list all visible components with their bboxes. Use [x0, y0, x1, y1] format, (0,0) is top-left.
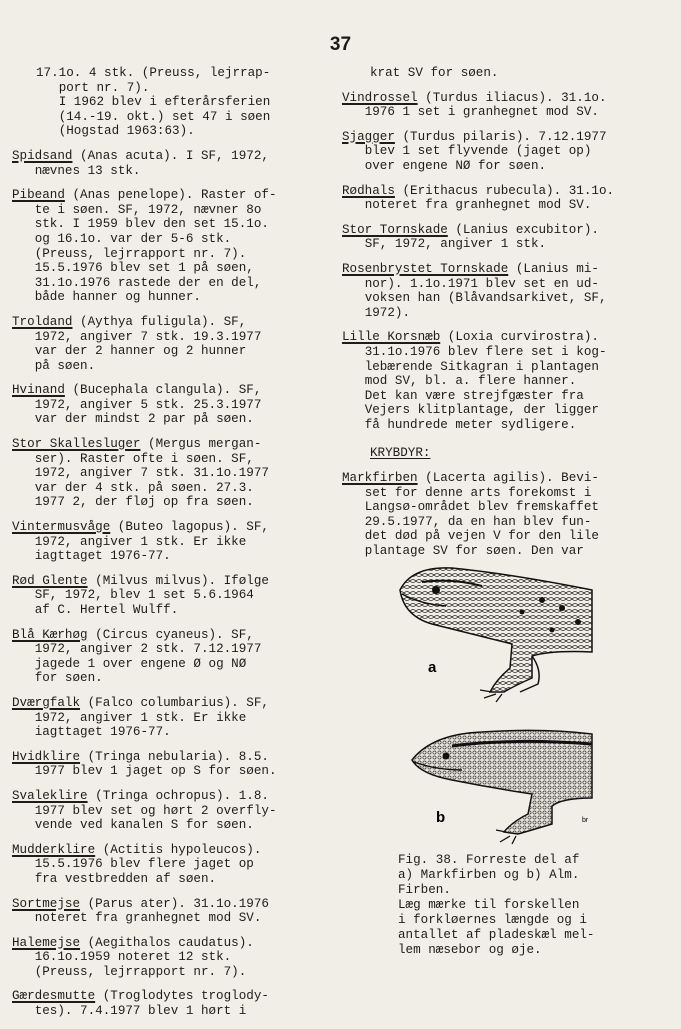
- species-name: Sortmejse: [12, 896, 81, 911]
- species-text: (Actitis hypoleucos). 15.5.1976 blev flere jaget op fra vestbredden af søen.: [34, 842, 262, 886]
- species-entry: [12, 315, 334, 373]
- species-entry: [12, 383, 334, 427]
- species-entry: [342, 471, 670, 559]
- intro-continuation: 17.1o. 4 stk. (Preuss, lejrrap- port nr. 7). I 1962 blev i efterårsferien (14.-19. okt.) set 47 i søen (Hogstad 1963:63).: [36, 66, 271, 139]
- species-name: Sjagger: [342, 129, 395, 144]
- species-name: Hvinand: [12, 383, 65, 398]
- species-entry: [12, 897, 334, 926]
- lizard-illustration: [392, 560, 602, 850]
- species-text: (Tringa ochropus). 1.8. 1977 blev set og hørt 2 overfly- vende ved kanalen S for søen.: [34, 788, 277, 833]
- species-text: (Tringa nebularia). 8.5. 1977 blev 1 jaget op S for søen.: [34, 749, 277, 779]
- species-name: Pibeand: [12, 188, 65, 203]
- figure-label-b: b: [436, 809, 446, 826]
- species-entry: [342, 91, 670, 120]
- species-entry: [12, 843, 334, 887]
- species-text: (Circus cyaneus). SF, 1972, angiver 2 stk. 7.12.1977 jagede 1 over engene Ø og NØ for søen.: [34, 627, 262, 686]
- lizard-a-drawing: [400, 568, 592, 702]
- species-name: Rød Glente: [12, 573, 88, 588]
- species-text: (Anas acuta). I SF, 1972, nævnes 13 stk.: [34, 148, 269, 178]
- species-name: Mudderklire: [12, 842, 96, 857]
- species-entry: [12, 628, 334, 686]
- species-text: (Anas penelope). Raster of- te i søen. SF, 1972, nævner 8o stk. I 1959 blev den set 15.1o. og 16.1o. var der 5-6 stk. (Preuss, lejrrapport nr. 7). 15.5.1976 blev set 1 på søen, 31.1o.1976 rastede der en del, både hanner og hunner.: [34, 188, 277, 305]
- species-entry: [12, 574, 334, 618]
- species-entry: [12, 437, 334, 510]
- species-name: Blå Kærhøg: [12, 627, 88, 642]
- species-name: Svaleklire: [12, 788, 88, 803]
- page-number: 37: [329, 34, 352, 55]
- species-name: Lille Korsnæb: [342, 330, 441, 345]
- species-entry: [12, 188, 334, 305]
- species-text: (Aythya fuligula). SF, 1972, angiver 7 stk. 19.3.1977 var der 2 hanner og 2 hunner på søen.: [34, 314, 262, 373]
- species-text: (Loxia curvirostra). 31.1o.1976 blev flere set i kog- lebærende Sitkagran i plantagen mod SV, bl. a. flere hanner. Det kan være strejfgæster fra Vejers klitplantage, der ligger få hundrede meter sydligere.: [364, 330, 607, 432]
- species-entry: [342, 130, 670, 174]
- species-text: (Erithacus rubecula). 31.1o. noteret fra granhegnet mod SV.: [364, 183, 615, 213]
- figure-label-a: a: [428, 659, 437, 676]
- species-text: (Lacerta agilis). Bevi- set for denne arts forekomst i Langsø-området blev fremskaffet 29.5.1977, da en han blev fun- det død på vejen V for den lile plantage SV for søen. Den var: [364, 471, 599, 559]
- species-name: Markfirben: [342, 471, 418, 486]
- left-column: [12, 66, 334, 1029]
- lizard-b-drawing: [412, 730, 592, 844]
- right-continuation: krat SV for søen.: [370, 66, 499, 80]
- species-text: (Milvus milvus). Ifølge SF, 1972, blev 1 set 5.6.1964 af C. Hertel Wulff.: [34, 573, 269, 617]
- species-text: (Turdus iliacus). 31.1o. 1976 1 set i granhegnet mod SV.: [364, 90, 607, 120]
- lizard-figure: [392, 560, 602, 850]
- species-name: Spidsand: [12, 148, 73, 163]
- species-entry: [12, 696, 334, 740]
- species-entry: [342, 184, 670, 213]
- species-name: Halemejse: [12, 935, 81, 950]
- species-entry: [342, 330, 670, 432]
- right-entries: [342, 91, 670, 433]
- species-name: Troldand: [12, 314, 73, 329]
- species-name: Dværgfalk: [12, 695, 81, 710]
- species-entry: [12, 789, 334, 833]
- species-entry: [12, 520, 334, 564]
- figure-label-br: br: [582, 817, 589, 824]
- species-text: (Mergus mergan- ser). Raster ofte i søen. SF, 1972, angiver 7 stk. 31.1o.1977 var der 4 stk. på søen. 27.3. 1977 2, der fløj op fra søen.: [34, 437, 269, 510]
- species-entry: [12, 149, 334, 178]
- figure-caption: Fig. 38. Forreste del af a) Markfirben og b) Alm. Firben. Læg mærke til forskellen i forkløernes længde og i antallet af pladeskæl mel- lem næsebor og øje.: [398, 853, 595, 957]
- left-entries: [12, 149, 334, 1019]
- species-text: (Falco columbarius). SF, 1972, angiver 1 stk. Er ikke iagttaget 1976-77.: [34, 695, 269, 740]
- reptile-entries: [342, 471, 670, 559]
- species-entry: [342, 262, 670, 320]
- species-name: Rødhals: [342, 183, 395, 198]
- species-name: Gærdesmutte: [12, 989, 96, 1004]
- species-name: Hvidklire: [12, 749, 81, 764]
- species-text: (Troglodytes troglody- tes). 7.4.1977 blev 1 hørt i: [34, 989, 269, 1019]
- species-entry: [12, 750, 334, 779]
- species-entry: [12, 989, 334, 1018]
- species-text: (Parus ater). 31.1o.1976 noteret fra granhegnet mod SV.: [34, 896, 269, 926]
- species-text: (Aegithalos caudatus). 16.1o.1959 noteret 12 stk. (Preuss, lejrrapport nr. 7).: [34, 935, 254, 979]
- species-text: (Lanius mi- nor). 1.1o.1971 blev set en ud- voksen han (Blåvandsarkivet, SF, 1972).: [364, 261, 607, 320]
- species-name: Rosenbrystet Tornskade: [342, 261, 509, 276]
- species-name: Stor Skallesluger: [12, 437, 141, 452]
- species-text: (Bucephala clangula). SF, 1972, angiver 5 stk. 25.3.1977 var der mindst 2 par på søen.: [34, 383, 262, 427]
- species-text: (Lanius excubitor). SF, 1972, angiver 1 stk.: [364, 222, 599, 252]
- species-name: Vindrossel: [342, 90, 418, 105]
- species-entry: [12, 936, 334, 980]
- species-name: Stor Tornskade: [342, 222, 448, 237]
- species-text: (Turdus pilaris). 7.12.1977 blev 1 set flyvende (jaget op) over engene NØ for søen.: [364, 129, 607, 173]
- section-heading-reptiles: KRYBDYR:: [370, 446, 431, 461]
- right-column: [342, 66, 670, 569]
- species-name: Vintermusvåge: [12, 520, 111, 535]
- species-text: (Buteo lagopus). SF, 1972, angiver 1 stk. Er ikke iagttaget 1976-77.: [34, 520, 269, 564]
- species-entry: [342, 223, 670, 252]
